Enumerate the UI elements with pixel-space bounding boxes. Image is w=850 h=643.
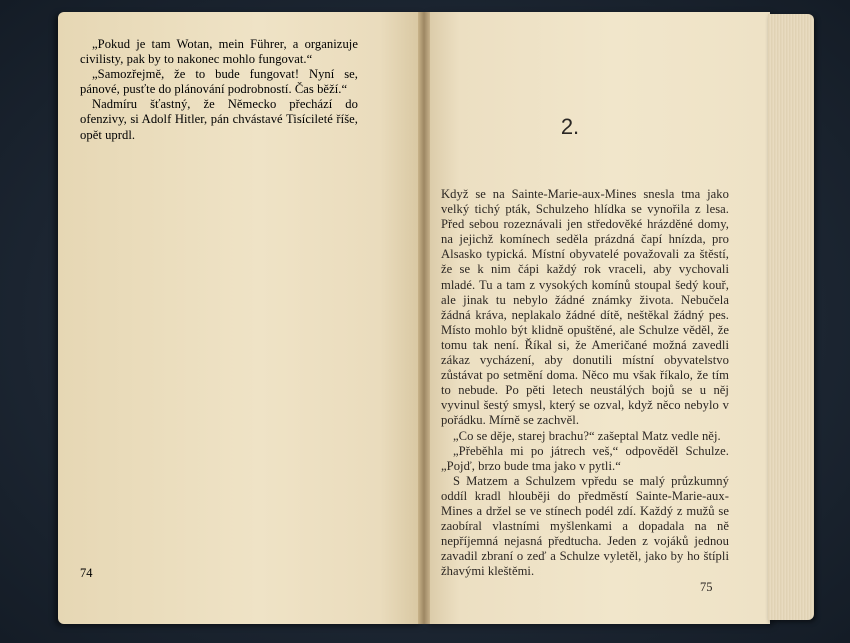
paragraph: Nadmíru šťastný, že Německo přechází do ofenzivy, si Adolf Hitler, pán chvástavé Tisícileté říše, opět uprdl. (80, 97, 358, 142)
paragraph: „Přeběhla mi po játrech veš,“ odpověděl Schulze. „Pojď, brzo bude tma jako v pytli.“ (441, 443, 729, 473)
page-edges (768, 14, 814, 620)
page-number-right: 75 (700, 580, 713, 594)
chapter-number: 2. (560, 114, 580, 139)
right-page (425, 12, 770, 624)
left-page-text (80, 37, 358, 143)
page-number-left: 74 (80, 566, 93, 580)
paragraph: Když se na Sainte-Marie-aux-Mines snesla tma jako velký tichý pták, Schulzeho hlídka se vynořila z lesa. Před sebou rozeznávali jen středověké hrázděné domy, na jejichž komínech seděla prázdná čapí hnízda, pro Alsasko typická. Místní obyvatelé považovali za štěstí, že se k nim čápi každý rok vraceli, aby vychovali mladé. Tu a tam z vysokých komínů stoupal šedý kouř, ale jinak tu nebylo žádné známky života. Nebučela žádná kráva, neplakalo žádné dítě, neštěkal žádný pes. Místo mohlo být klidně opuštěné, ale Schulze věděl, že tomu tak není. Říkal si, že Američané možná zavedli zákaz vycházení, aby donutili místní obyvatelstvo zůstávat po setmění doma. Něco mu však říkalo, že tím to nebude. Po pěti letech neustálých bojů se u něj vyvinul šestý smysl, který se ozval, když něco nebylo v pořádku. Mírně se zachvěl. (441, 187, 729, 428)
paragraph: S Matzem a Schulzem vpředu se malý průzkumný oddíl kradl hlouběji do předměstí Sainte-Marie-aux-Mines a držel se ve stínech podél zdí. Každý z mužů se zaobíral vlastními myšlenkami a dopadala na ně nepříjemná nejasná předtucha. Jeden z vojáků jednou zavadil zbraní o zeď a Schulze vyletěl, jako by ho štípli žhavými kleštěmi. (441, 473, 729, 579)
paragraph: „Pokud je tam Wotan, mein Führer, a organizuje civilisty, pak by to nakonec mohlo fungovat.“ (80, 37, 358, 67)
paragraph: „Samozřejmě, že to bude fungovat! Nyní se, pánové, pusťte do plánování podrobností. Čas běží.“ (80, 67, 358, 97)
book-gutter (418, 12, 430, 624)
right-page-text (441, 187, 729, 579)
paragraph: „Co se děje, starej brachu?“ zašeptal Matz vedle něj. (453, 428, 721, 443)
